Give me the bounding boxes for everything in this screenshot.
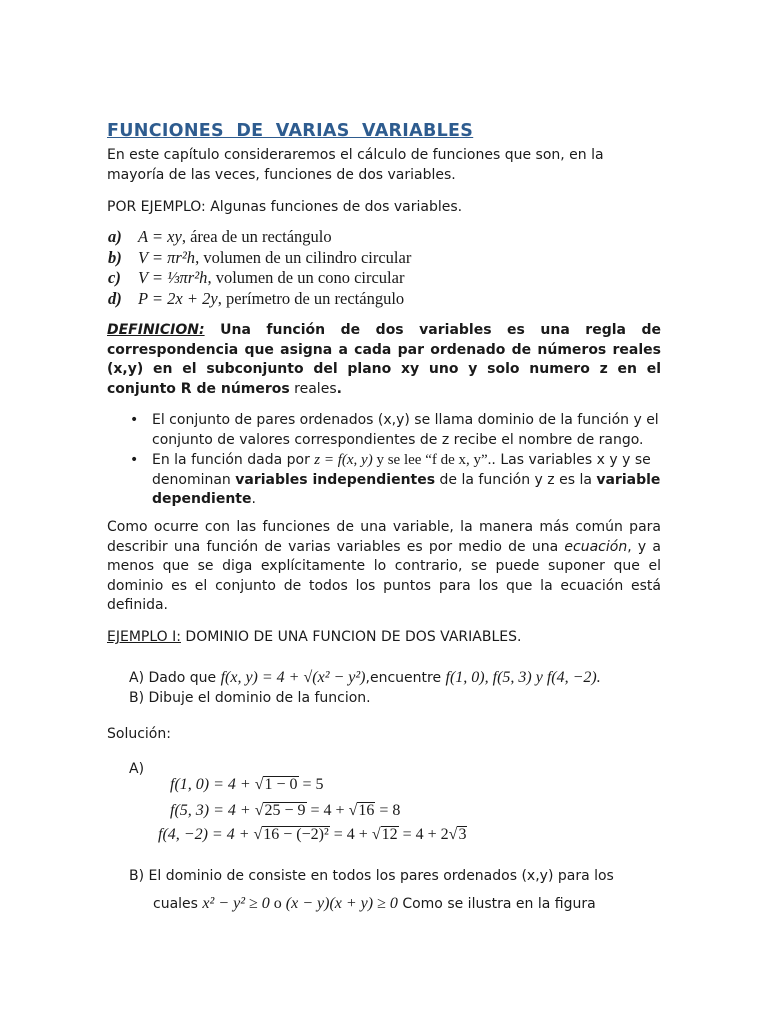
ejemplo-label: EJEMPLO I: [107,629,181,645]
evaluation-points: f(1, 0), f(5, 3) y f(4, −2). [445,669,601,686]
definition-lead: DEFINICION: [107,322,205,338]
example-label: d) [108,288,122,308]
definition-tail: reales [289,380,337,397]
example-intro: POR EJEMPLO: Algunas funciones de dos variables. [107,199,463,215]
answer-b-line-1: B) El dominio de consiste en todos los pares ordenados (x,y) para los [129,868,614,884]
bullet-icon: • [130,412,139,428]
question-a: A) Dado que f(x, y) = 4 + √(x² − y²),encuentre f(1, 0), f(5, 3) y f(4, −2). [129,669,601,686]
example-label: a) [108,227,122,246]
example-formula: V = ⅓πr²h [138,268,208,287]
bullet-item-variables [107,451,661,510]
equation-paragraph: Como ocurre con las funciones de una variable, la manera más común para describir una función de varias variables es por medio de una ecuación, y a menos que se diga explícitamente lo contrario, se puede suponer que el dominio es el conjunto de todos los puntos para los que la ecuación está definida. [107,519,661,613]
bullet-text-end: . [251,491,256,507]
given-function-formula: f(x, y) = 4 + √(x² − y²) [220,669,366,686]
example-text: , volumen de un cilindro circular [195,247,412,267]
calc-line-1: f(1, 0) = 4 + √1 − 0 = 5 [170,776,324,793]
example-item-a [108,227,411,248]
ecuacion-term: ecuación [564,538,628,555]
example-label: b) [108,247,122,267]
answer-b-paragraph [129,862,661,918]
example-item-b [108,248,411,269]
bullet-text-mid: . Las variables x y y se denominan [152,452,651,488]
example-item-d [108,289,411,310]
example-text: , área de un rectángulo [181,227,332,246]
answer-b-line-2: cuales x² − y² ≥ 0 o (x − y)(x + y) ≥ 0 Como se ilustra en la figura [153,895,596,912]
bullet-icon: • [130,452,139,468]
domain-inequality-2: (x − y)(x + y) ≥ 0 [285,895,398,912]
function-formula: z = f(x, y) y se lee “f de x, y”. [314,452,492,468]
bullet-text-pre: En la función dada por [152,452,315,468]
example-item-c [108,268,411,289]
bullet-text: El conjunto de pares ordenados (x,y) se llama dominio de la función y el conjunto de valores correspondientes de z recibe el nombre de rango. [152,412,659,448]
independent-variables-term: variables independientes [235,471,436,488]
definition-paragraph [107,321,661,399]
ejemplo-text: DOMINIO DE UNA FUNCION DE DOS VARIABLES. [180,629,522,645]
example-formula: P = 2x + 2y [138,288,218,308]
dependent-variable-term: variable dependiente [152,471,661,507]
example-text: , volumen de un cono circular [207,268,405,287]
definition-end: . [336,380,342,397]
intro-paragraph: En este capítulo consideraremos el cálculo de funciones que son, en la mayoría de las veces, funciones de dos variables. [107,147,604,183]
page-title: FUNCIONES DE VARIAS VARIABLES [107,121,474,141]
example-label: c) [108,268,121,287]
ejemplo-heading [107,628,661,648]
domain-inequality-1: x² − y² ≥ 0 [202,895,270,912]
answer-a-label: A) [129,761,145,777]
bullet-text-mid2: de la función y z es la [435,471,597,488]
example-formula: A = xy [138,227,182,246]
example-formula: V = πr²h [138,247,196,267]
calc-line-2: f(5, 3) = 4 + √25 − 9 = 4 + √16 = 8 [170,802,401,819]
definition-body: Una función de dos variables es una regla de correspondencia que asigna a cada par ordenado de números reales (x,y) en el subconjunto del plano xy uno y solo numero z en el conjunto R de números [107,322,661,397]
questions-list [129,668,601,708]
question-b: B) Dibuje el dominio de la funcion. [129,689,371,706]
bullet-item-domain [107,411,661,450]
calc-line-3: f(4, −2) = 4 + √16 − (−2)² = 4 + √12 = 4 + 2√3 [158,826,467,843]
examples-list [108,227,411,309]
bullet-list [107,411,661,511]
example-text: , perímetro de un rectángulo [217,288,405,308]
solucion-label: Solución: [107,726,171,742]
